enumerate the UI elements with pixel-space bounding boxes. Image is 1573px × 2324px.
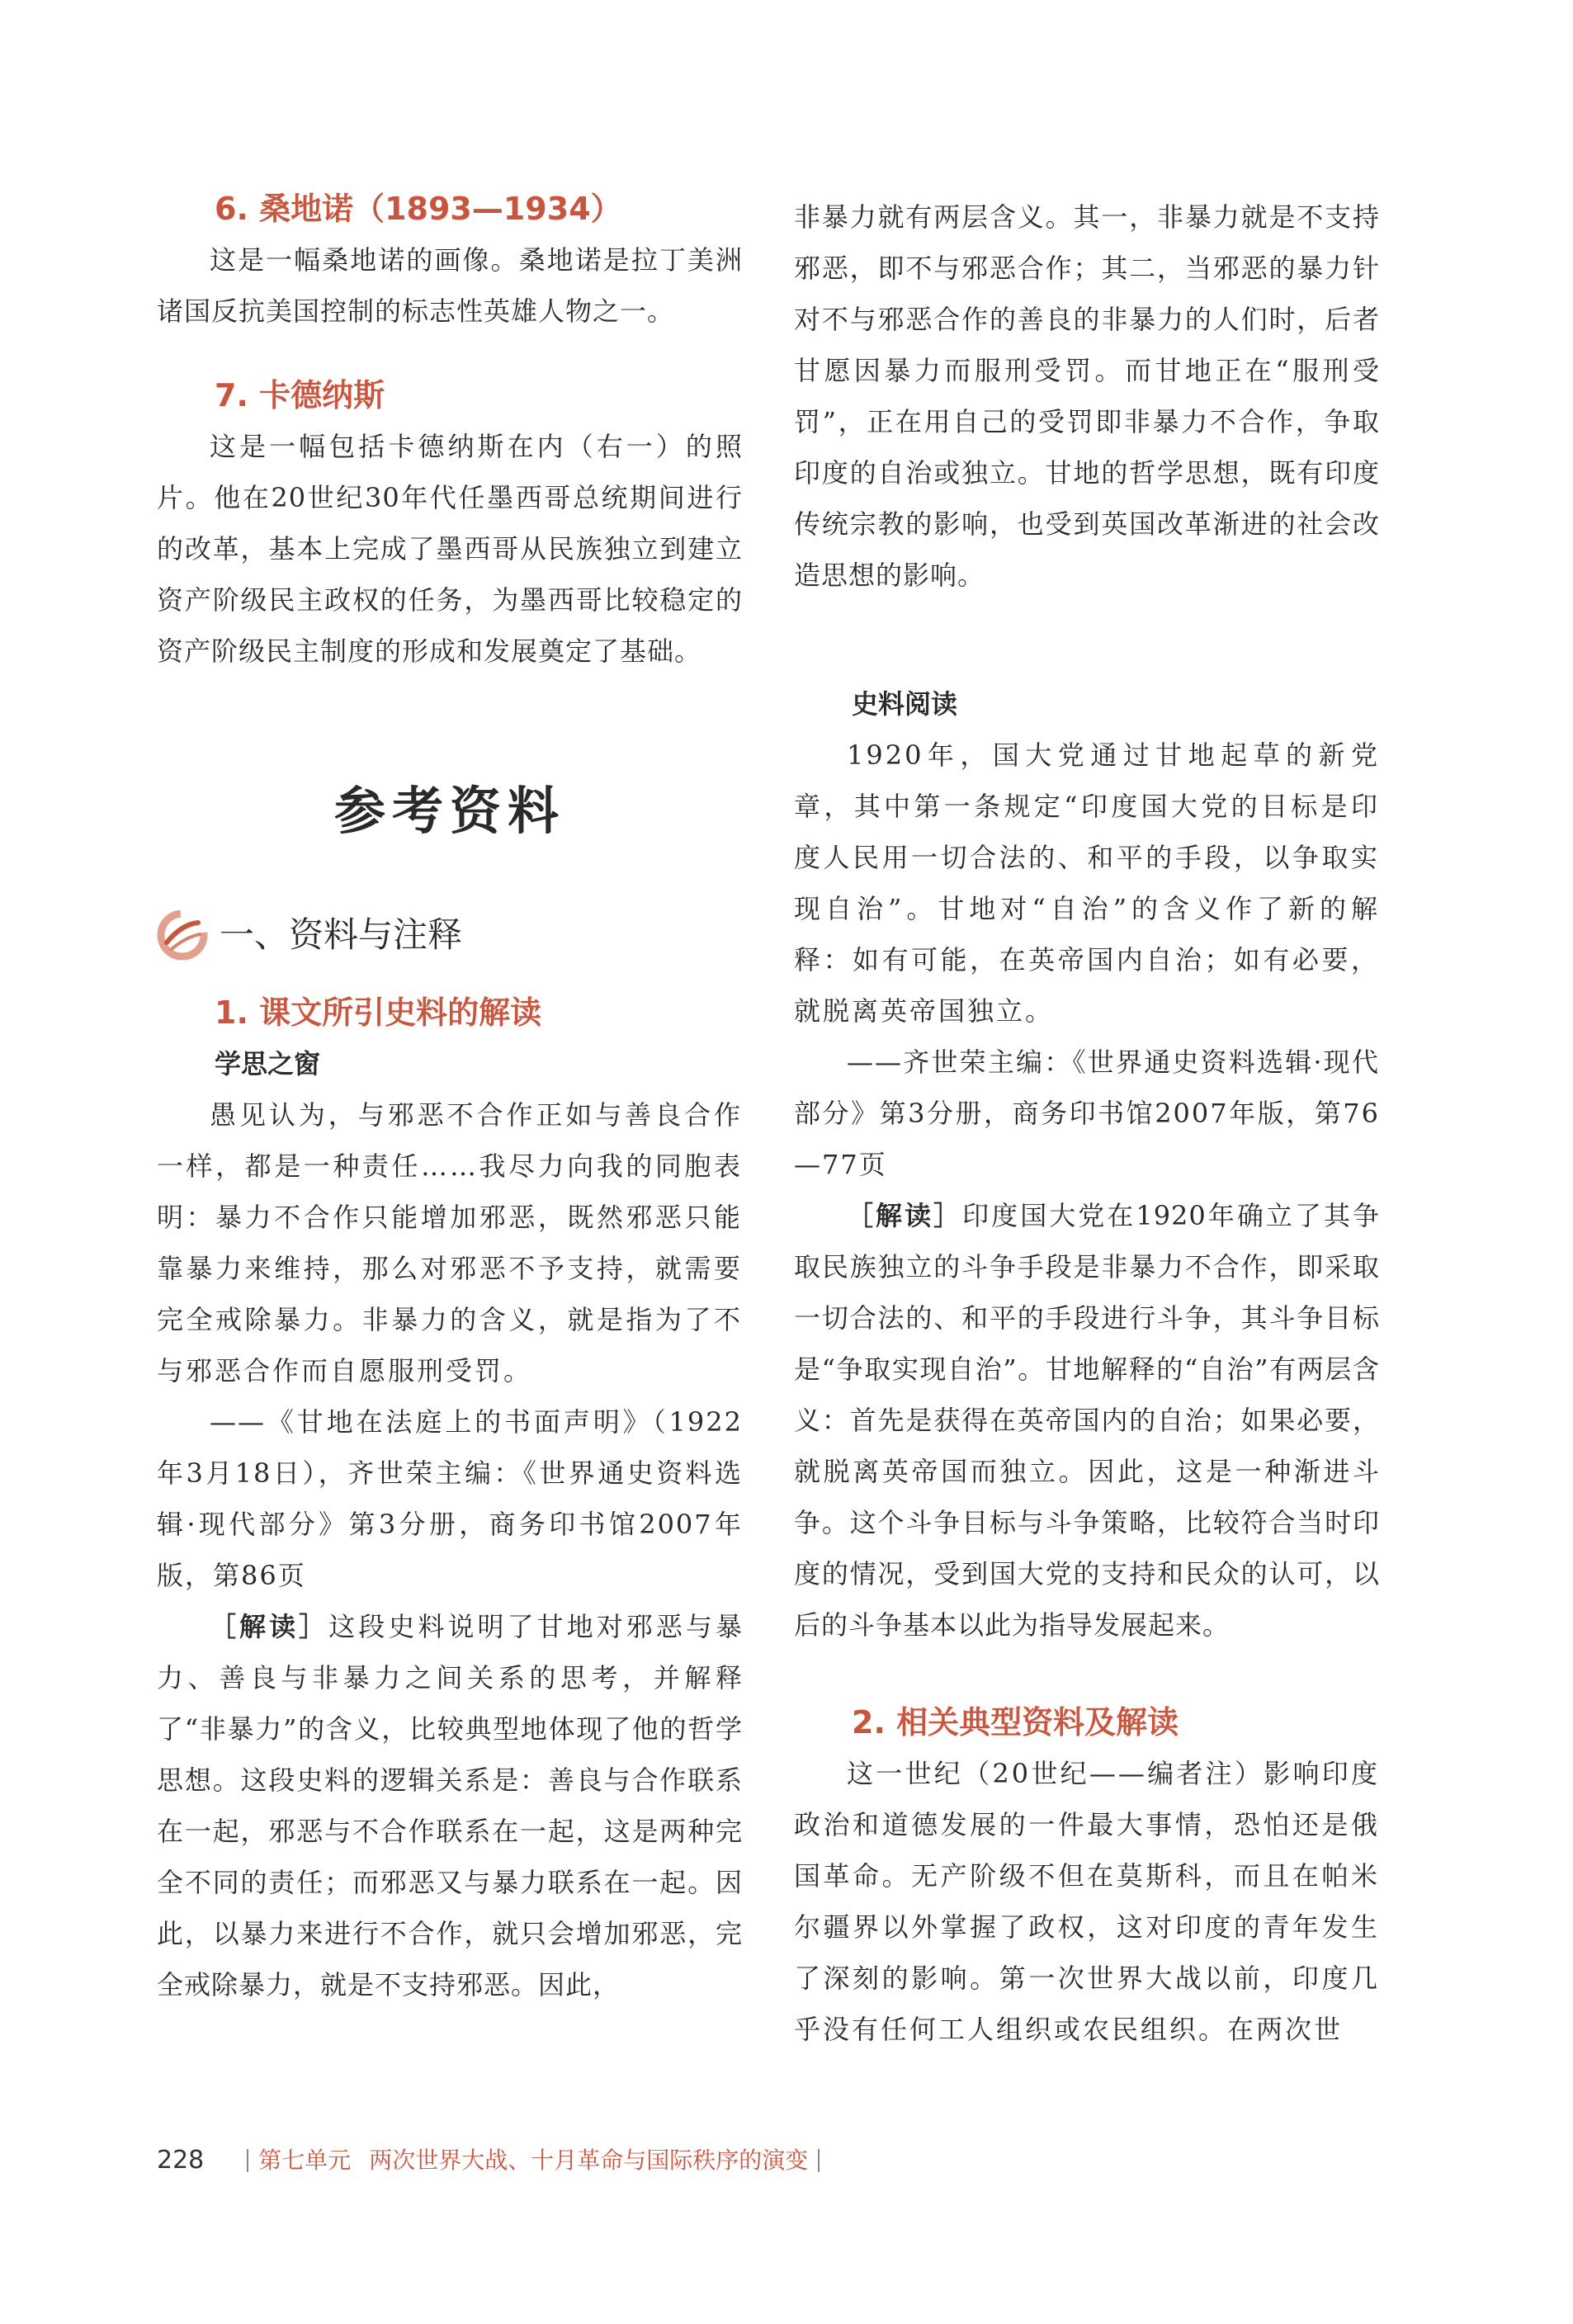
interpretation-1 <box>157 1601 743 2010</box>
section-6-text: 这是一幅桑地诺的画像。桑地诺是拉丁美洲诸国反抗美国控制的标志性英雄人物之一。 <box>157 244 743 327</box>
right-column <box>794 183 1380 2055</box>
historical-reading-label: 史料阅读 <box>852 688 958 720</box>
russian-revolution-quote: 这一世纪（20世纪——编者注）影响印度政治和道德发展的一件最大事情，恐怕还是俄国革命。无产阶级不但在莫斯科，而且在帕米尔疆界以外掌握了政权，这对印度的青年发生了深刻的影响。第一次世界大战以前，印度几乎没有任何工人组织或农民组织。在两次世 <box>794 1758 1380 2045</box>
page-number: 228 <box>157 2146 205 2175</box>
interpretation-2-text: 印度国大党在1920年确立了其争取民族独立的斗争手段是非暴力不合作，即采取一切合法的、和平的手段进行斗争，其斗争目标是“争取实现自治”。甘地解释的“自治”有两层含义：首先是获得在英帝国内的自治；如果必要，就脱离英帝国而独立。因此，这是一种渐进斗争。这个斗争目标与斗争策略，比较符合当时印度的情况，受到国大党的支持和民众的认可，以后的斗争基本以此为指导发展起来。 <box>794 1200 1380 1641</box>
footer-divider <box>818 2149 820 2172</box>
subsection-1-title: 1. 课文所引史料的解读 <box>215 994 542 1031</box>
section-7-title: 7. 卡德纳斯 <box>215 377 385 413</box>
interpretation-1-text: 这段史料说明了甘地对邪恶与暴力、善良与非暴力之间关系的思考，并解释了“非暴力”的含义，比较典型地体现了他的哲学思想。这段史料的逻辑关系是：善良与合作联系在一起，邪恶与不合作联系在一起，这是两种完全不同的责任；而邪恶又与暴力联系在一起。因此，以暴力来进行不合作，就只会增加邪恶，完全戒除暴力，就是不支持邪恶。因此， <box>157 1611 743 2000</box>
left-column <box>157 183 743 2010</box>
congress-quote-source: ——齐世荣主编：《世界通史资料选辑·现代部分》第3分册，商务印书馆2007年版，第76—77页 <box>794 1046 1380 1180</box>
section-heading-text: 一、资料与注释 <box>220 914 463 955</box>
brush-circle-icon <box>157 909 208 961</box>
unit-title: 两次世界大战、十月革命与国际秩序的演变 <box>369 2147 809 2174</box>
reference-materials-title: 参考资料 <box>333 781 565 841</box>
unit-label: 第七单元 <box>258 2147 352 2174</box>
section-6-title: 6. 桑地诺（1893—1934） <box>215 191 622 227</box>
gandhi-quote: 愚见认为，与邪恶不合作正如与善良合作一样，都是一种责任……我尽力向我的同胞表明：暴力不合作只能增加邪恶，既然邪恶只能靠暴力来维持，那么对邪恶不予支持，就需要完全戒除暴力。非暴力的含义，就是指为了不与邪恶合作而自愿服刑受罚。 <box>157 1099 743 1386</box>
gandhi-quote-source: ——《甘地在法庭上的书面声明》（1922年3月18日），齐世荣主编：《世界通史资料选辑·现代部分》第3分册，商务印书馆2007年版，第86页 <box>157 1406 743 1591</box>
page-footer <box>157 2144 829 2177</box>
section-heading <box>157 906 743 964</box>
interpretation-2 <box>794 1190 1380 1651</box>
congress-quote: 1920年，国大党通过甘地起草的新党章，其中第一条规定“印度国大党的目标是印度人民用一切合法的、和平的手段，以争取实现自治”。甘地对“自治”的含义作了新的解释：如有可能，在英帝国内自治；如有必要，就脱离英帝国独立。 <box>794 739 1380 1027</box>
interpretation-1-continued: 非暴力就有两层含义。其一，非暴力就是不支持邪恶，即不与邪恶合作；其二，当邪恶的暴力针对不与邪恶合作的善良的非暴力的人们时，后者甘愿因暴力而服刑受罚。而甘地正在“服刑受罚”，正在用自己的受罚即非暴力不合作，争取印度的自治或独立。甘地的哲学思想，既有印度传统宗教的影响，也受到英国改革渐进的社会改造思想的影响。 <box>794 201 1380 591</box>
window-label: 学思之窗 <box>215 1048 321 1079</box>
interpretation-tag: ［解读］ <box>210 1611 329 1642</box>
footer-divider <box>247 2149 248 2172</box>
interpretation-tag: ［解读］ <box>847 1200 963 1231</box>
section-7-text: 这是一幅包括卡德纳斯在内（右一）的照片。他在20世纪30年代任墨西哥总统期间进行的改革，基本上完成了墨西哥从民族独立到建立资产阶级民主政权的任务，为墨西哥比较稳定的资产阶级民主制度的形成和发展奠定了基础。 <box>157 431 743 667</box>
subsection-2-title: 2. 相关典型资料及解读 <box>852 1704 1179 1741</box>
